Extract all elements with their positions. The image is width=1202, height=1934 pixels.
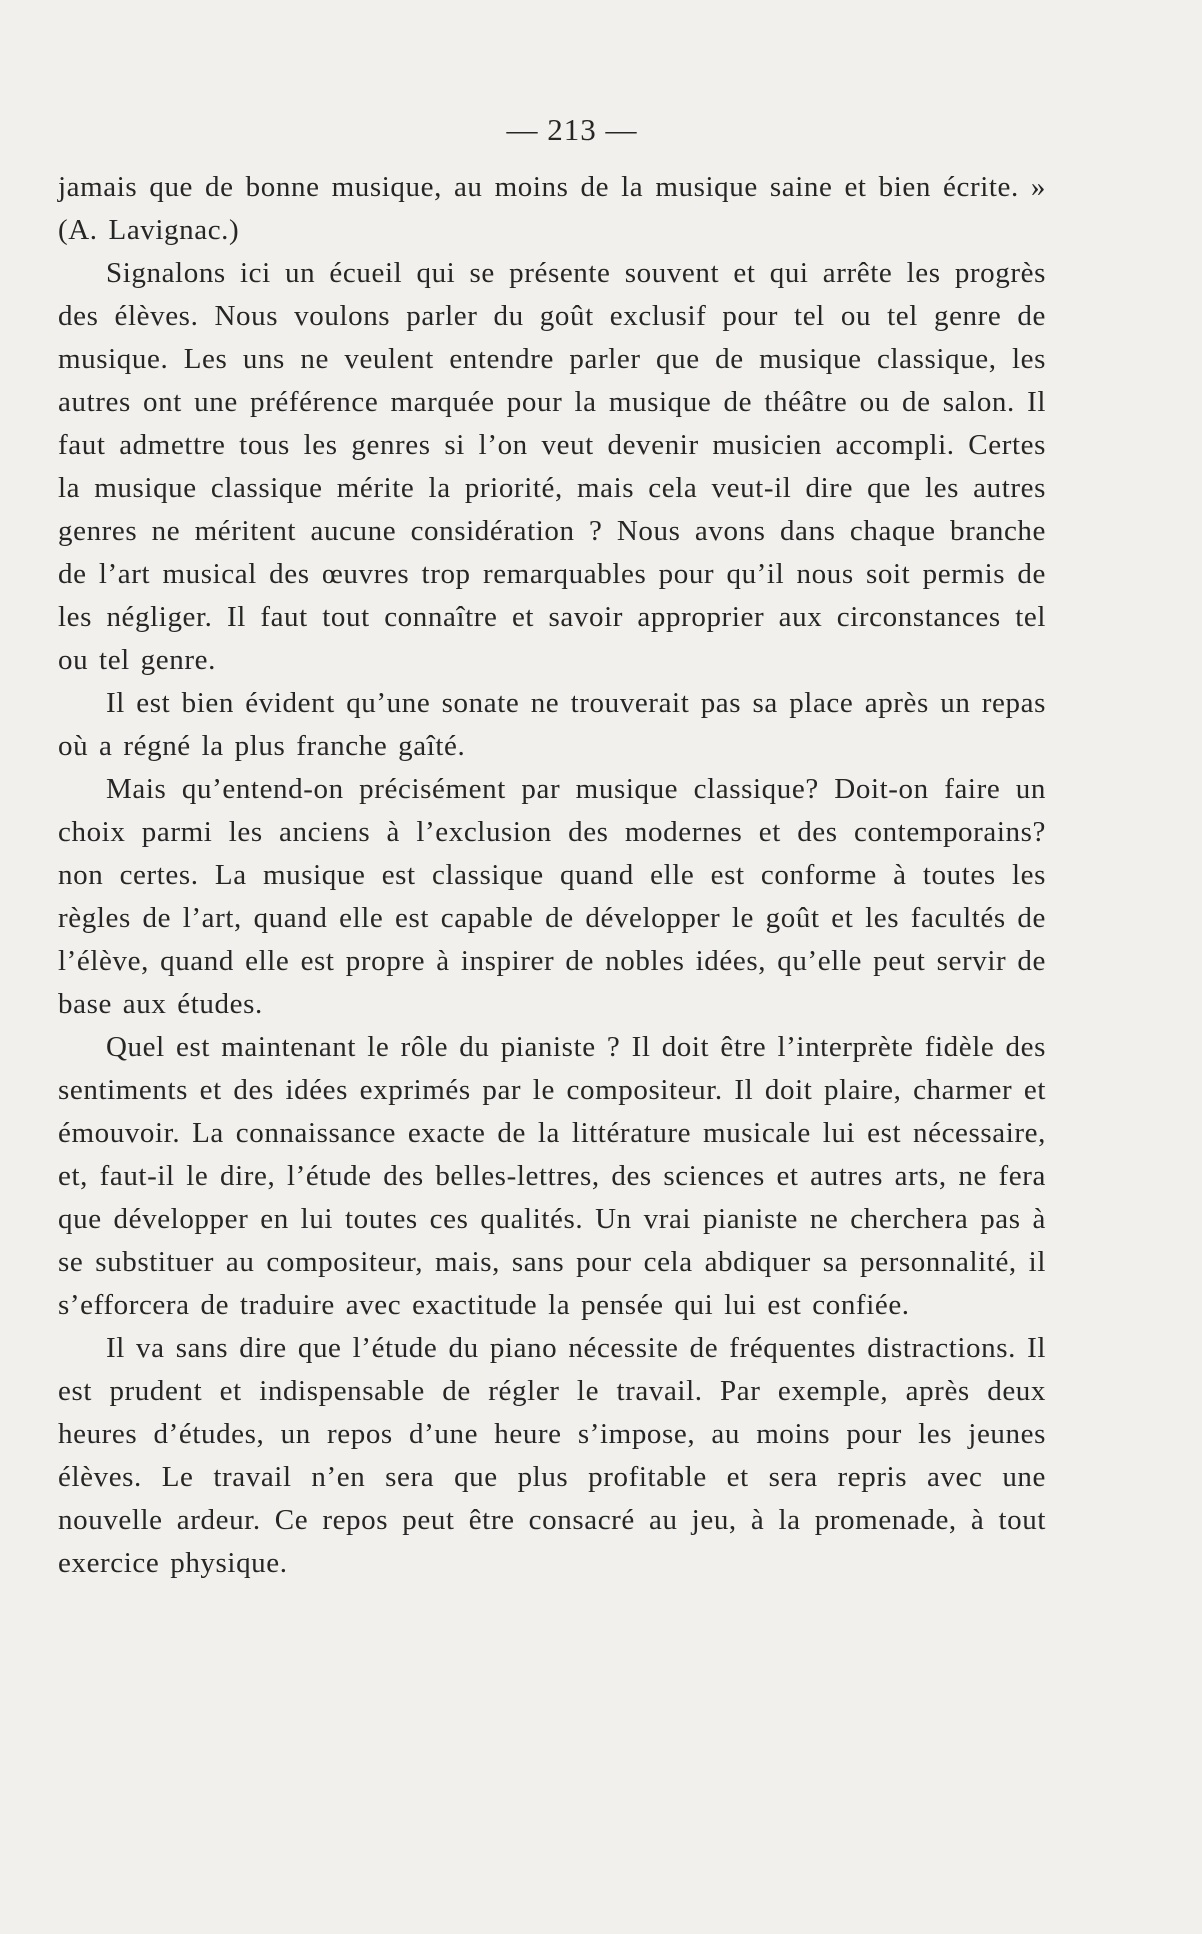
- paragraph-6: Il va sans dire que l’étude du piano nécessite de fréquentes distractions. Il est prudent et indispensable de régler le travail. Par exemple, après deux heures d’études, un repos d’une heure s’impose, au moins pour les jeunes élèves. Le travail n’en sera que plus profitable et sera repris avec une nouvelle ardeur. Ce repos peut être consacré au jeu, à la promenade, à tout exercice physique.: [58, 1332, 1046, 1579]
- paragraph-2: Signalons ici un écueil qui se présente souvent et qui arrête les progrès des élèves. Nous voulons parler du goût exclusif pour tel ou tel genre de musique. Les uns ne veulent entendre parler que de musique classique, les autres ont une préférence marquée pour la musique de théâtre ou de salon. Il faut admettre tous les genres si l’on veut devenir musicien accompli. Certes la musique classique mérite la priorité, mais cela veut-il dire que les autres genres ne méritent aucune considération ? Nous avons dans chaque branche de l’art musical des œuvres trop remarquables pour qu’il nous soit permis de les négliger. Il faut tout connaître et savoir approprier aux circonstances tel ou tel genre.: [58, 257, 1046, 676]
- page-number: — 213 —: [506, 112, 638, 147]
- text-body: [58, 166, 1046, 1585]
- paragraph-1: jamais que de bonne musique, au moins de la musique saine et bien écrite. » (A. Lavignac.): [58, 171, 1046, 246]
- paragraph-5: Quel est maintenant le rôle du pianiste ? Il doit être l’interprète fidèle des sentiments et des idées exprimés par le compositeur. Il doit plaire, charmer et émouvoir. La connaissance exacte de la littérature musicale lui est nécessaire, et, faut-il le dire, l’étude des belles-lettres, des sciences et autres arts, ne fera que développer en lui toutes ces qualités. Un vrai pianiste ne cherchera pas à se substituer au compositeur, mais, sans pour cela abdiquer sa personnalité, il s’efforcera de traduire avec exactitude la pensée qui lui est confiée.: [58, 1031, 1046, 1321]
- paragraph-3: Il est bien évident qu’une sonate ne trouverait pas sa place après un repas où a régné la plus franche gaîté.: [58, 687, 1046, 762]
- paragraph-4: Mais qu’entend-on précisément par musique classique? Doit-on faire un choix parmi les anciens à l’exclusion des modernes et des contemporains? non certes. La musique est classique quand elle est conforme à toutes les règles de l’art, quand elle est capable de développer le goût et les facultés de l’élève, quand elle est propre à inspirer de nobles idées, qu’elle peut servir de base aux études.: [58, 773, 1046, 1020]
